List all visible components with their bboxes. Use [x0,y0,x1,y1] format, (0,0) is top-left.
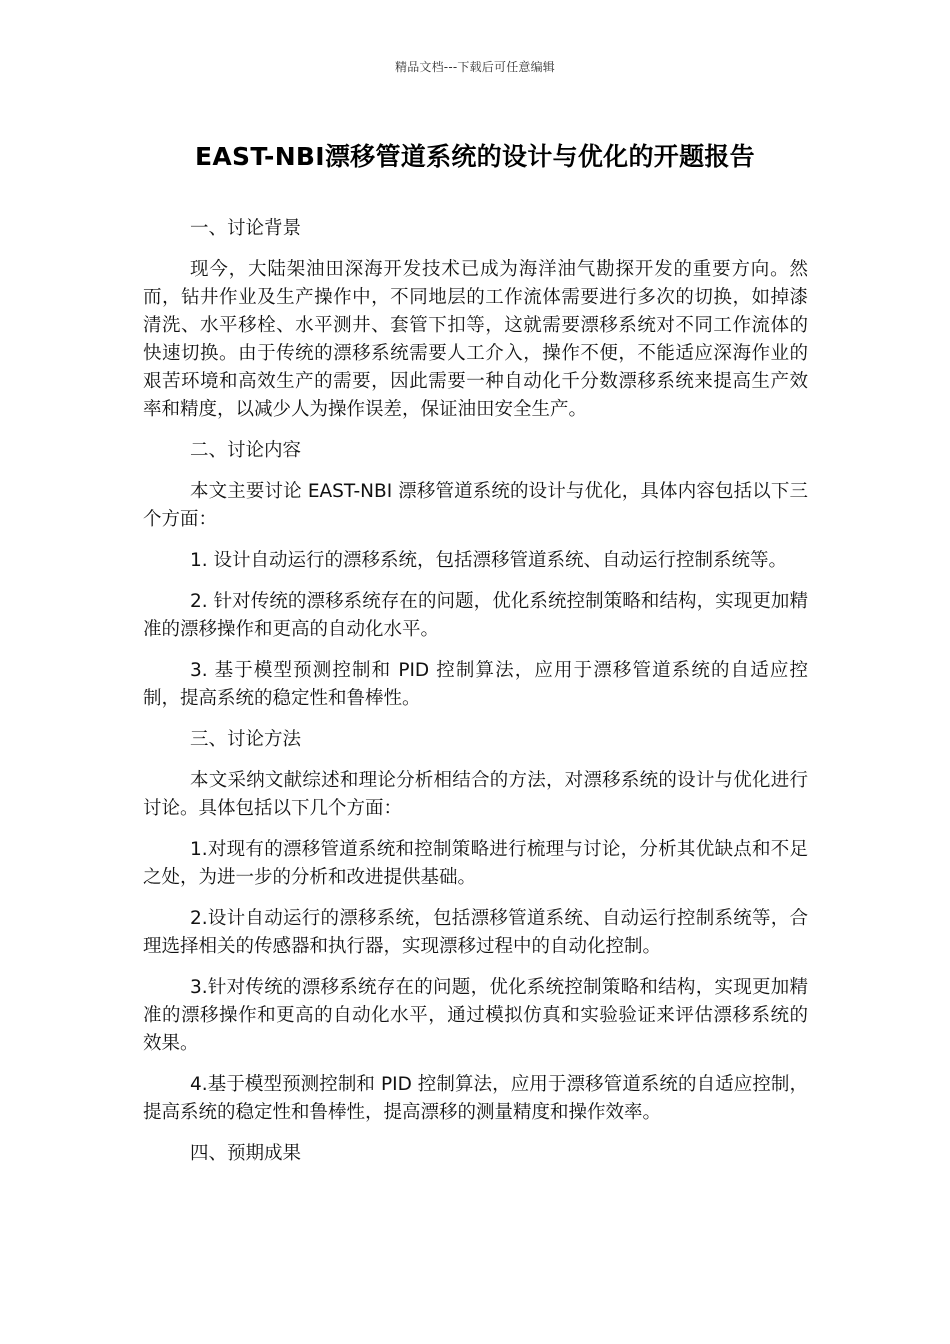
paragraph-method-intro: 本文采纳文献综述和理论分析相结合的方法，对漂移系统的设计与优化进行讨论。具体包括以下几个方面： [143,770,808,819]
list-item-method-1: 1.对现有的漂移管道系统和控制策略进行梳理与讨论，分析其优缺点和不足之处，为进一步的分析和改进提供基础。 [143,839,808,888]
list-item-method-2: 2.设计自动运行的漂移系统，包括漂移管道系统、自动运行控制系统等，合理选择相关的传感器和执行器，实现漂移过程中的自动化控制。 [143,908,808,957]
section-heading-method: 三、讨论方法 [190,729,302,750]
document-title: EAST-NBI漂移管道系统的设计与优化的开题报告 [195,142,755,171]
section-heading-background: 一、讨论背景 [190,218,302,239]
section-heading-content: 二、讨论内容 [190,440,302,461]
list-item-method-4: 4.基于模型预测控制和 PID 控制算法，应用于漂移管道系统的自适应控制，提高系统的稳定性和鲁棒性，提高漂移的测量精度和操作效率。 [143,1074,808,1123]
list-item-method-3: 3.针对传统的漂移系统存在的问题，优化系统控制策略和结构，实现更加精准的漂移操作和更高的自动化水平，通过模拟仿真和实验验证来评估漂移系统的效果。 [143,977,808,1054]
page-header: 精品文档---下载后可任意编辑 [395,60,555,74]
section-heading-expected-results: 四、预期成果 [190,1143,302,1164]
paragraph-background: 现今，大陆架油田深海开发技术已成为海洋油气勘探开发的重要方向。然而，钻井作业及生产操作中，不同地层的工作流体需要进行多次的切换，如掉漆清洗、水平移栓、水平测井、套管下扣等，这就需要漂移系统对不同工作流体的快速切换。由于传统的漂移系统需要人工介入，操作不便，不能适应深海作业的艰苦环境和高效生产的需要，因此需要一种自动化千分数漂移系统来提高生产效率和精度，以减少人为操作误差，保证油田安全生产。 [143,259,808,420]
paragraph-content-intro: 本文主要讨论 EAST-NBI 漂移管道系统的设计与优化，具体内容包括以下三个方面： [143,481,808,530]
list-item-content-1: 1. 设计自动运行的漂移系统，包括漂移管道系统、自动运行控制系统等。 [190,550,788,571]
document-body [143,215,808,1181]
list-item-content-3: 3. 基于模型预测控制和 PID 控制算法，应用于漂移管道系统的自适应控制，提高系统的稳定性和鲁棒性。 [143,660,808,709]
list-item-content-2: 2. 针对传统的漂移系统存在的问题，优化系统控制策略和结构，实现更加精准的漂移操作和更高的自动化水平。 [143,591,808,640]
